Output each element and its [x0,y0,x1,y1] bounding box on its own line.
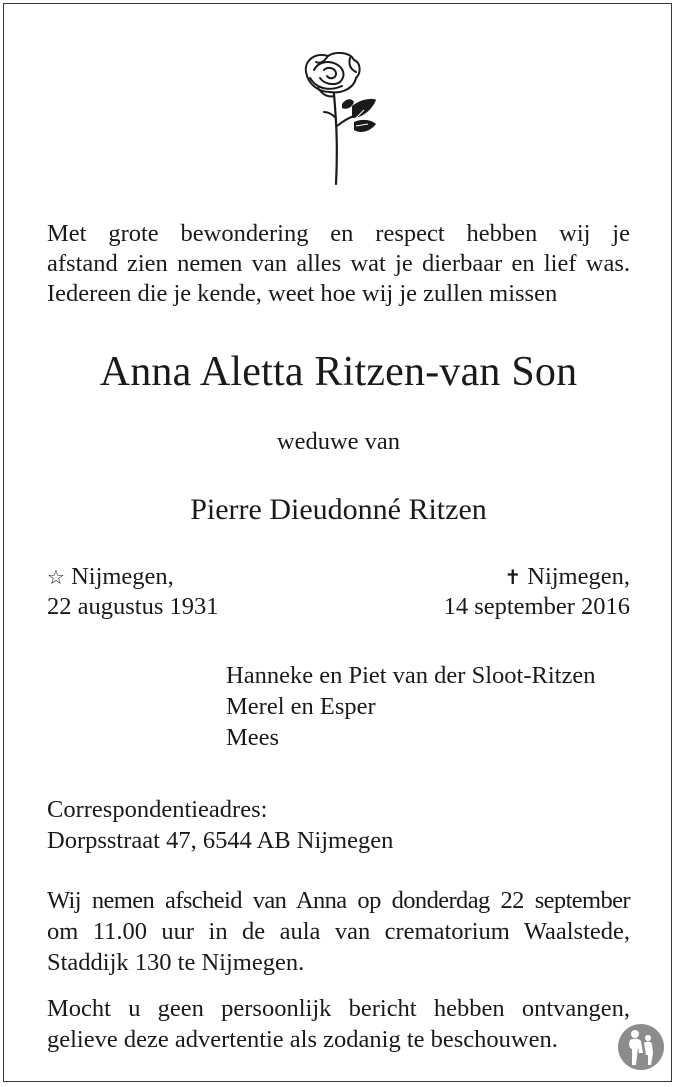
verse-line: afstand zien nemen van alles wat je dierbaar en lief was. [47,250,630,277]
death-info [444,562,630,622]
correspondence-street: Dorpsstraat 47, 6544 AB Nijmegen [47,827,394,854]
cross-icon: ✝ [504,565,522,589]
family-member: Mees [226,724,280,751]
widow-of-label: weduwe van [276,428,401,455]
birth-place: Nijmegen, [71,563,174,590]
notice-paragraph [47,993,630,1055]
husband-name: Pierre Dieudonné Ritzen [190,493,487,526]
correspondence-address [47,794,393,856]
family-list [226,660,595,753]
farewell-line: Wij nemen afscheid van Anna op donderdag 22 september [47,887,630,914]
star-icon: ☆ [47,565,65,589]
farewell-line: om 11.00 uur in de aula van crematorium Waalstede, [47,918,630,945]
farewell-line: Staddijk 130 te Nijmegen. [47,949,305,976]
family-member: Hanneke en Piet van der Sloot-Ritzen [226,662,596,689]
verse-line: Iedereen die je kende, weet hoe wij je zullen missen [47,280,558,307]
correspondence-label: Correspondentieadres: [47,796,268,823]
birth-info [47,562,219,622]
farewell-paragraph [47,885,630,978]
death-place: Nijmegen, [527,563,630,590]
memorial-logo-icon [617,1023,665,1071]
notice-line: gelieve deze advertentie als zodanig te beschouwen. [47,1026,558,1053]
rose-icon [298,48,380,188]
death-date: 14 september 2016 [443,593,630,620]
deceased-name: Anna Aletta Ritzen-van Son [99,349,578,395]
family-member: Merel en Esper [226,693,376,720]
notice-line: Mocht u geen persoonlijk bericht hebben ontvangen, [47,995,630,1022]
verse-line: Met grote bewondering en respect hebben wij je [47,220,630,247]
birth-date: 22 augustus 1931 [47,593,219,620]
opening-verse [47,219,630,309]
